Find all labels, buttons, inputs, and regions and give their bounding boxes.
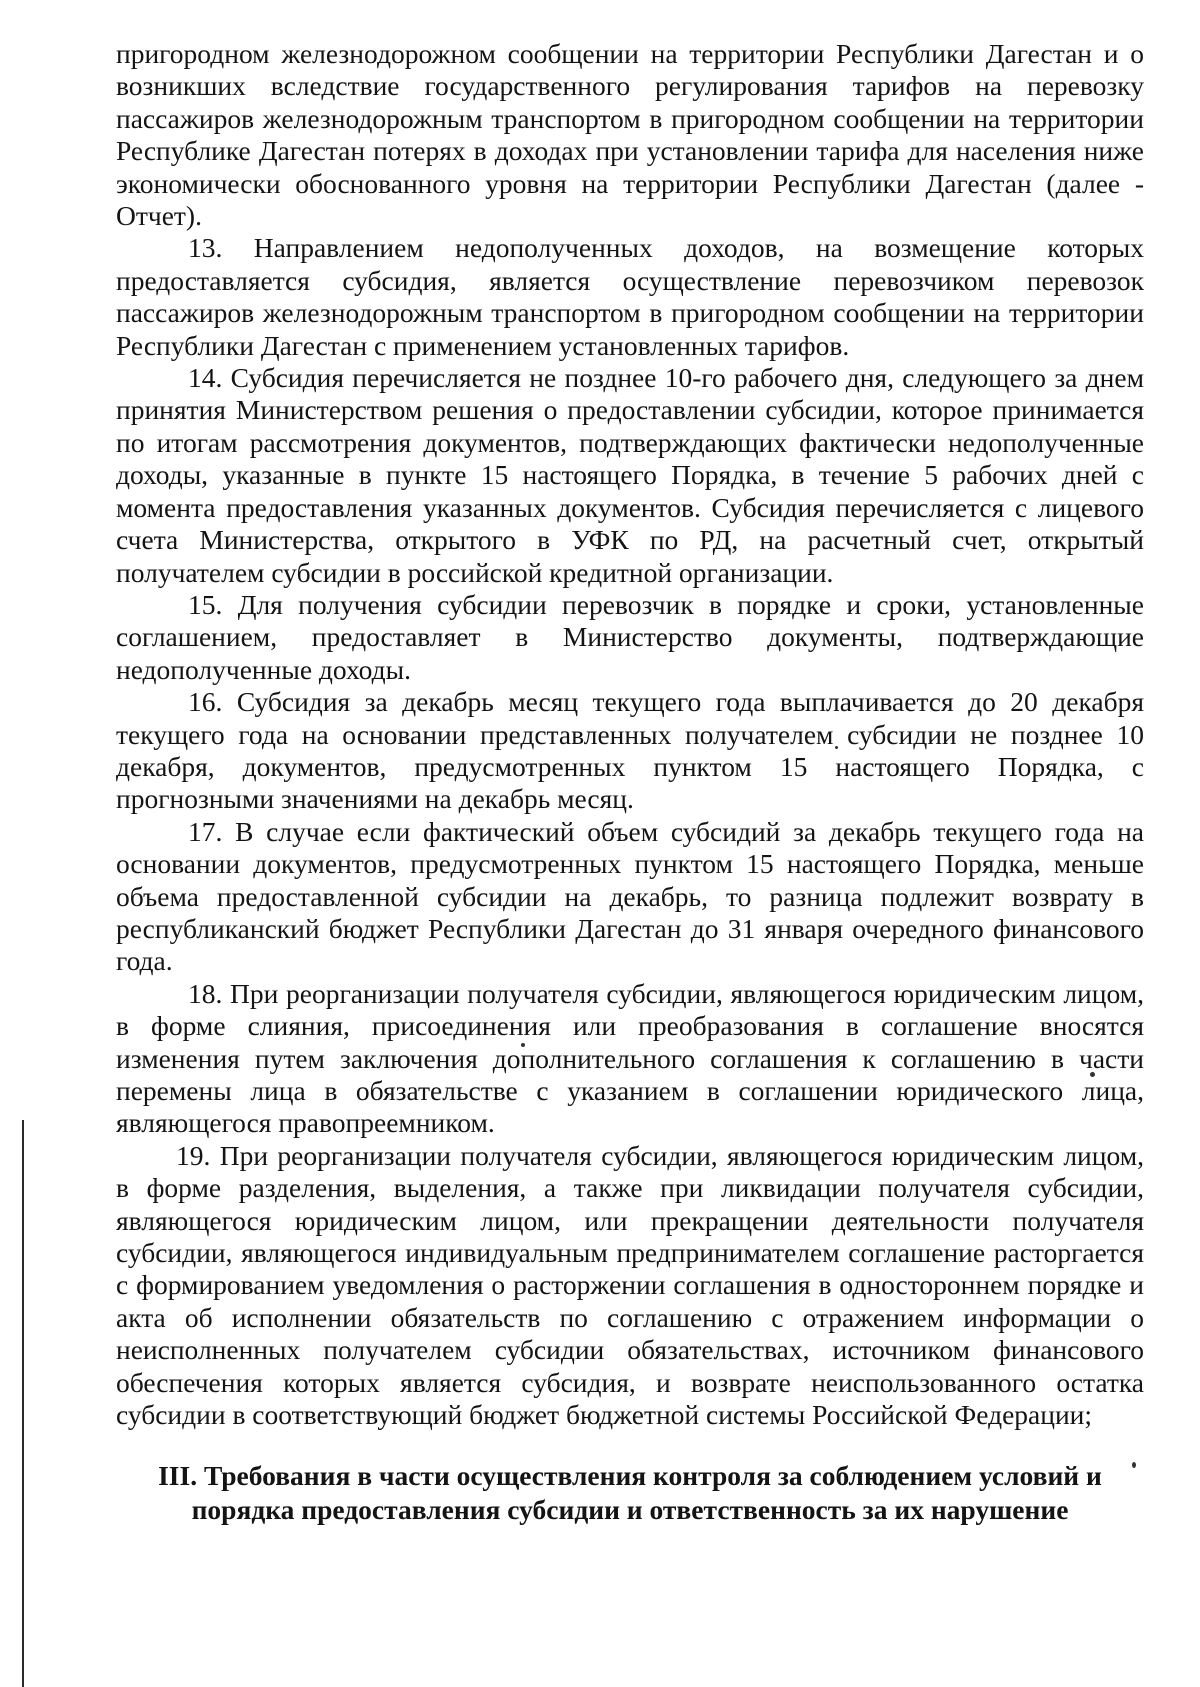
paragraph-13: 13. Направлением недополученных доходов, на возмещение которых предоставляется субсидия, является осуществление перевозчиком перевозок пассажиров железнодорожным транспортом в пригородном сообщении на территории Республики Дагестан с применением установленных тарифов.: [116, 232, 1144, 361]
paragraph-16: 16. Субсидия за декабрь месяц текущего года выплачивается до 20 декабря текущего года на основании представленных получателем субсидии не позднее 10 декабря, документов, предусмотренных пунктом 15 настоящего Порядка, с прогнозными значениями на декабрь месяц.: [116, 686, 1144, 815]
paragraph-15: 15. Для получения субсидии перевозчик в порядке и сроки, установленные соглашением, предоставляет в Министерство документы, подтверждающие недополученные доходы.: [116, 588, 1144, 685]
section-heading-line-1: III. Требования в части осуществления контроля за соблюдением условий и: [158, 1460, 1102, 1492]
paragraph-14: 14. Субсидия перечисляется не позднее 10-го рабочего дня, следующего за днем принятия Министерством решения о предоставлении субсидии, которое принимается по итогам рассмотрения документов, подтверждающих фактически недополученные доходы, указанные в пункте 15 настоящего Порядка, в течение 5 рабочих дней с момента предоставления указанных документов. Субсидия перечисляется с лицевого счета Министерства, открытого в УФК по РД, на расчетный счет, открытый получателем субсидии в российской кредитной организации.: [116, 362, 1144, 588]
paragraph-17: 17. В случае если фактический объем субсидий за декабрь текущего года на основании документов, предусмотренных пунктом 15 настоящего Порядка, меньше объема предоставленной субсидии на декабрь, то разница подлежит возврату в республиканский бюджет Республики Дагестан до 31 января очередного финансового года.: [116, 815, 1144, 977]
scan-edge-line: [22, 1120, 24, 1687]
paragraph-12-continuation: пригородном железнодорожном сообщении на территории Республики Дагестан и о возникших вследствие государственного регулирования тарифов на перевозку пассажиров железнодорожным транспортом в пригородном сообщении на территории Республике Дагестан потерях в доходах при установлении тарифа для населения ниже экономически обоснованного уровня на территории Республики Дагестан (далее - Отчет).: [116, 38, 1144, 232]
paragraph-18: 18. При реорганизации получателя субсидии, являющегося юридическим лицом, в форме слияния, присоединения или преобразования в соглашение вносятся изменения путем заключения дополнительного соглашения к соглашению в части перемены лица в обязательстве с указанием в соглашении юридического лица, являющегося правопреемником.: [116, 977, 1144, 1139]
document-body: [116, 38, 1144, 1527]
paragraph-19: 19. При реорганизации получателя субсидии, являющегося юридическим лицом, в форме разделения, выделения, а также при ликвидации получателя субсидии, являющегося юридическим лицом, или прекращении деятельности получателя субсидии, являющегося индивидуальным предпринимателем соглашение расторгается с формированием уведомления о расторжении соглашения в одностороннем порядке и акта об исполнении обязательств по соглашению с отражением информации о неисполненных получателем субсидии обязательствах, источником финансового обеспечения которых является субсидия, и возврате неиспользованного остатка субсидии в соответствующий бюджет бюджетной системы Российской Федерации;: [116, 1139, 1144, 1431]
section-heading-line-2: порядка предоставления субсидии и ответственность за их нарушение: [191, 1494, 1069, 1526]
section-heading: [116, 1459, 1144, 1527]
